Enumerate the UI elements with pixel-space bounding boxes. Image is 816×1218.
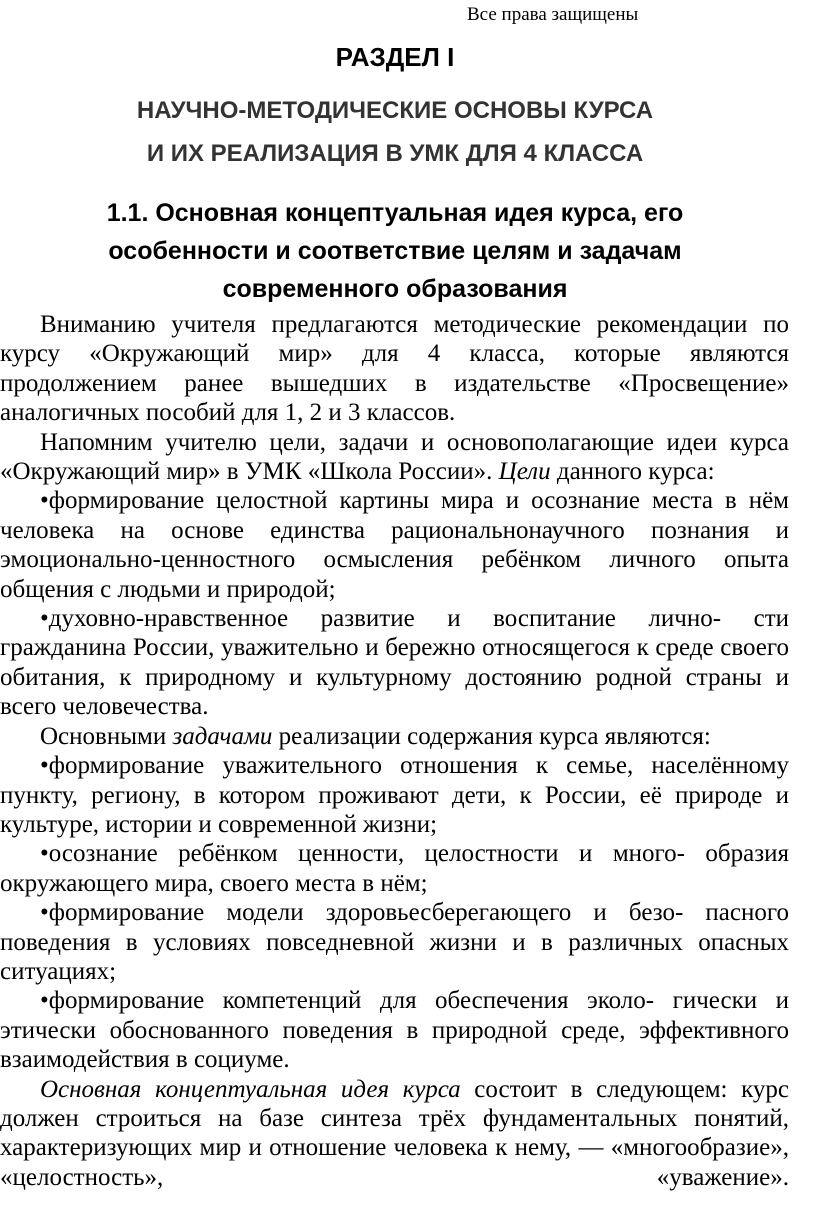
text-run: состоит в следующем: курс должен строиться на базе синтеза трёх фундаментальных понятий, характеризующих мир и отношение человека к нему, — «многообразие», «целостность», «уважение». [0,1075,790,1191]
chapter-title-line-2: И ИХ РЕАЛИЗАЦИЯ В УМК ДЛЯ 4 КЛАССА [146,140,644,167]
paragraph-intro: Вниманию учителя предлагаются методические рекомендации по курсу «Окружающий мир» для 4 класса, которые являются продолжением ранее вышедших в издательстве «Просвещение» аналогичных пособий для 1, 2 и 3 классов. [0,311,789,427]
task-item-1: •формирование уважительного отношения к семье, населённому пункту, региону, в котором проживают дети, к России, её природе и культуре, истории и современной жизни; [0,752,789,838]
body-text [0,310,789,1192]
section-label: РАЗДЕЛ I [335,42,455,72]
subsection-heading-line-2: особенности и соответствие целям и задачам [108,237,682,265]
italic-term-goals: Цели [498,458,551,486]
task-item-2: •осознание ребёнком ценности, целостности и много- образия окружающего мира, своего места в нём; [0,840,789,897]
goal-item-2: •духовно-нравственное развитие и воспитание лично- сти гражданина России, уважительно и бережно относящегося к среде своего обитания, к природному и культурному достоянию родной страны и всего человечества. [0,605,789,721]
paragraph-main-idea [0,1075,789,1193]
goal-item-1: •формирование целостной картины мира и осознание места в нём человека на основе единства рациональнонаучного познания и эмоционально-ценностного осмысления ребёнком личного опыта общения с людьми и природой; [0,487,789,603]
paragraph-tasks-intro [0,722,789,751]
task-item-4: •формирование компетенций для обеспечения эколо- гически и этически обоснованного поведения в природной среде, эффективного взаимодействия в социуме. [0,987,789,1074]
copyright-notice: Все права защищены [467,4,639,25]
subsection-heading-line-1: 1.1. Основная концептуальная идея курса, его [106,199,684,227]
chapter-title-line-1: НАУЧНО-МЕТОДИЧЕСКИЕ ОСНОВЫ КУРСА [136,97,654,124]
paragraph-goals-intro [0,428,789,487]
text-run: Основными [40,722,173,750]
text-run: реализации содержания курса являются: [272,722,711,750]
italic-term-tasks: задачами [172,722,273,750]
italic-term-main-idea: Основная концептуальная идея курса [40,1075,461,1103]
text-run: данного курса: [550,458,715,486]
subsection-heading-line-3: современного образования [222,275,568,303]
task-item-3: •формирование модели здоровьесберегающего и безо- пасного поведения в условиях повседневной жизни и в различных опасных ситуациях; [0,899,789,985]
text-run: Напомним учителю цели, задачи и основополагающие идеи курса «Окружающий мир» в УМК «Школа России». [0,428,789,486]
